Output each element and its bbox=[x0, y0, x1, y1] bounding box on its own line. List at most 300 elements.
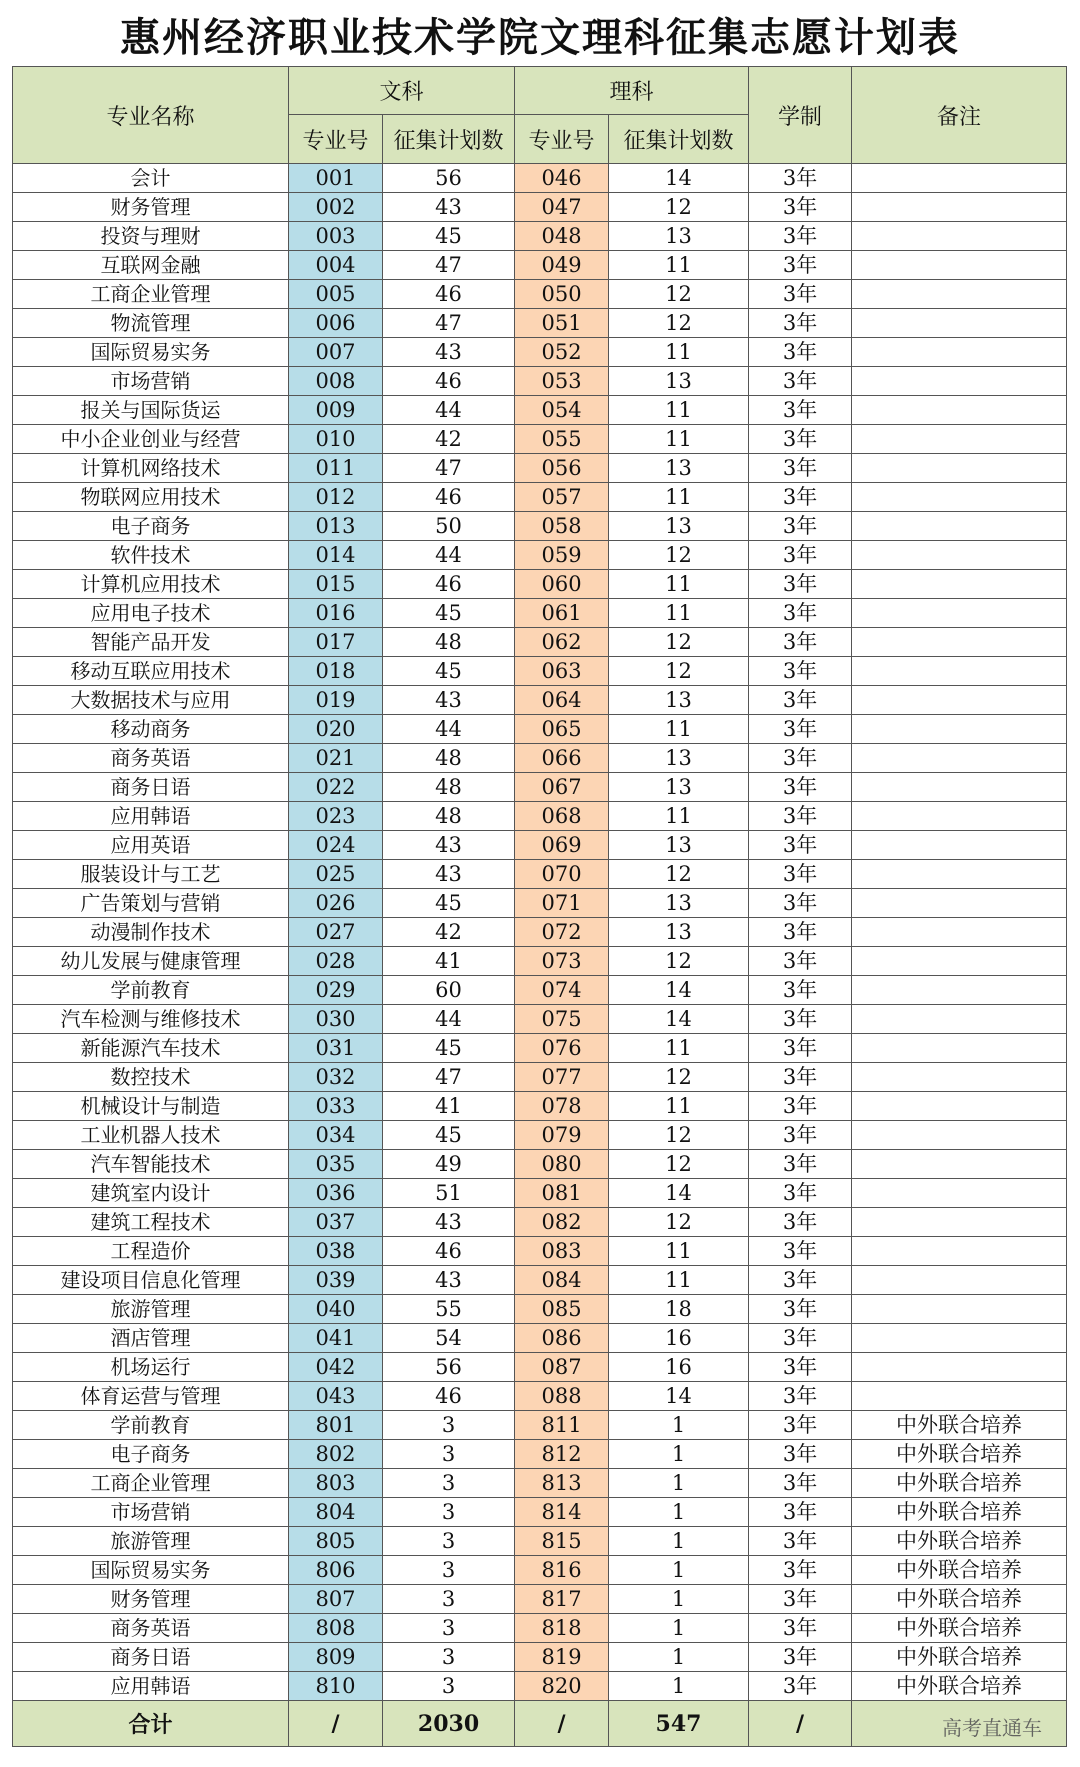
table-row bbox=[13, 802, 1067, 831]
cell-duration: 3年 bbox=[749, 222, 852, 251]
cell-major-name: 数控技术 bbox=[13, 1063, 289, 1092]
cell-science-plan: 16 bbox=[609, 1353, 749, 1382]
cell-remark bbox=[852, 628, 1067, 657]
cell-science-plan: 1 bbox=[609, 1585, 749, 1614]
cell-major-name: 建筑工程技术 bbox=[13, 1208, 289, 1237]
table-row bbox=[13, 541, 1067, 570]
cell-remark bbox=[852, 1295, 1067, 1324]
cell-arts-code: 020 bbox=[289, 715, 383, 744]
cell-science-plan: 11 bbox=[609, 1266, 749, 1295]
cell-science-plan: 13 bbox=[609, 889, 749, 918]
cell-science-code: 081 bbox=[515, 1179, 609, 1208]
cell-major-name: 会计 bbox=[13, 164, 289, 193]
cell-science-code: 074 bbox=[515, 976, 609, 1005]
cell-science-code: 066 bbox=[515, 744, 609, 773]
table-row bbox=[13, 1034, 1067, 1063]
cell-major-name: 旅游管理 bbox=[13, 1295, 289, 1324]
cell-remark bbox=[852, 831, 1067, 860]
cell-remark bbox=[852, 744, 1067, 773]
cell-science-plan: 12 bbox=[609, 1208, 749, 1237]
cell-arts-plan: 55 bbox=[383, 1295, 515, 1324]
table-row bbox=[13, 1498, 1067, 1527]
cell-major-name: 智能产品开发 bbox=[13, 628, 289, 657]
cell-duration: 3年 bbox=[749, 396, 852, 425]
cell-major-name: 旅游管理 bbox=[13, 1527, 289, 1556]
total-label: 合计 bbox=[13, 1701, 289, 1747]
cell-science-code: 059 bbox=[515, 541, 609, 570]
cell-arts-plan: 3 bbox=[383, 1469, 515, 1498]
cell-science-plan: 13 bbox=[609, 773, 749, 802]
cell-arts-plan: 46 bbox=[383, 280, 515, 309]
cell-arts-code: 805 bbox=[289, 1527, 383, 1556]
table-row bbox=[13, 1382, 1067, 1411]
cell-arts-code: 004 bbox=[289, 251, 383, 280]
cell-science-code: 048 bbox=[515, 222, 609, 251]
header-duration: 学制 bbox=[749, 67, 852, 164]
cell-major-name: 国际贸易实务 bbox=[13, 1556, 289, 1585]
cell-arts-plan: 3 bbox=[383, 1585, 515, 1614]
cell-arts-code: 033 bbox=[289, 1092, 383, 1121]
cell-science-plan: 12 bbox=[609, 628, 749, 657]
cell-science-code: 058 bbox=[515, 512, 609, 541]
table-row bbox=[13, 1672, 1067, 1701]
cell-science-code: 067 bbox=[515, 773, 609, 802]
cell-duration: 3年 bbox=[749, 1382, 852, 1411]
cell-science-code: 050 bbox=[515, 280, 609, 309]
cell-arts-plan: 48 bbox=[383, 802, 515, 831]
cell-remark bbox=[852, 1324, 1067, 1353]
cell-science-code: 085 bbox=[515, 1295, 609, 1324]
total-science-plan: 547 bbox=[609, 1701, 749, 1747]
cell-remark bbox=[852, 164, 1067, 193]
cell-arts-plan: 3 bbox=[383, 1643, 515, 1672]
total-duration: / bbox=[749, 1701, 852, 1747]
cell-major-name: 市场营销 bbox=[13, 1498, 289, 1527]
cell-science-plan: 12 bbox=[609, 657, 749, 686]
table-row bbox=[13, 1092, 1067, 1121]
cell-arts-plan: 42 bbox=[383, 918, 515, 947]
table-row bbox=[13, 657, 1067, 686]
cell-duration: 3年 bbox=[749, 1005, 852, 1034]
cell-remark: 中外联合培养 bbox=[852, 1440, 1067, 1469]
cell-arts-plan: 46 bbox=[383, 1382, 515, 1411]
cell-major-name: 商务英语 bbox=[13, 744, 289, 773]
cell-arts-plan: 51 bbox=[383, 1179, 515, 1208]
cell-remark bbox=[852, 483, 1067, 512]
table-row bbox=[13, 367, 1067, 396]
table-row bbox=[13, 831, 1067, 860]
cell-remark bbox=[852, 686, 1067, 715]
cell-science-code: 057 bbox=[515, 483, 609, 512]
cell-duration: 3年 bbox=[749, 1469, 852, 1498]
cell-science-code: 088 bbox=[515, 1382, 609, 1411]
cell-arts-plan: 54 bbox=[383, 1324, 515, 1353]
header-arts-plan: 征集计划数 bbox=[383, 115, 515, 164]
cell-arts-code: 025 bbox=[289, 860, 383, 889]
cell-arts-plan: 43 bbox=[383, 860, 515, 889]
cell-duration: 3年 bbox=[749, 976, 852, 1005]
cell-arts-plan: 56 bbox=[383, 1353, 515, 1382]
cell-major-name: 汽车智能技术 bbox=[13, 1150, 289, 1179]
table-row bbox=[13, 222, 1067, 251]
cell-arts-plan: 3 bbox=[383, 1527, 515, 1556]
cell-science-code: 819 bbox=[515, 1643, 609, 1672]
cell-arts-code: 031 bbox=[289, 1034, 383, 1063]
cell-major-name: 物流管理 bbox=[13, 309, 289, 338]
cell-science-code: 815 bbox=[515, 1527, 609, 1556]
cell-remark bbox=[852, 1092, 1067, 1121]
cell-arts-code: 803 bbox=[289, 1469, 383, 1498]
cell-science-code: 087 bbox=[515, 1353, 609, 1382]
table-header bbox=[13, 67, 1067, 164]
cell-science-code: 084 bbox=[515, 1266, 609, 1295]
cell-science-code: 047 bbox=[515, 193, 609, 222]
cell-science-plan: 13 bbox=[609, 744, 749, 773]
cell-science-plan: 12 bbox=[609, 860, 749, 889]
cell-arts-plan: 3 bbox=[383, 1556, 515, 1585]
cell-major-name: 学前教育 bbox=[13, 976, 289, 1005]
cell-arts-code: 002 bbox=[289, 193, 383, 222]
cell-science-code: 079 bbox=[515, 1121, 609, 1150]
cell-arts-code: 009 bbox=[289, 396, 383, 425]
cell-science-code: 814 bbox=[515, 1498, 609, 1527]
cell-major-name: 报关与国际货运 bbox=[13, 396, 289, 425]
table-row bbox=[13, 773, 1067, 802]
cell-remark bbox=[852, 454, 1067, 483]
cell-arts-code: 042 bbox=[289, 1353, 383, 1382]
cell-remark bbox=[852, 222, 1067, 251]
header-arts-code: 专业号 bbox=[289, 115, 383, 164]
table-row bbox=[13, 1063, 1067, 1092]
cell-arts-plan: 41 bbox=[383, 1092, 515, 1121]
cell-science-plan: 14 bbox=[609, 164, 749, 193]
table-row bbox=[13, 1324, 1067, 1353]
cell-science-plan: 13 bbox=[609, 454, 749, 483]
cell-arts-plan: 3 bbox=[383, 1672, 515, 1701]
table-row bbox=[13, 889, 1067, 918]
cell-major-name: 机械设计与制造 bbox=[13, 1092, 289, 1121]
cell-major-name: 投资与理财 bbox=[13, 222, 289, 251]
cell-arts-code: 016 bbox=[289, 599, 383, 628]
cell-arts-code: 028 bbox=[289, 947, 383, 976]
cell-science-plan: 11 bbox=[609, 396, 749, 425]
cell-remark: 中外联合培养 bbox=[852, 1672, 1067, 1701]
table-row bbox=[13, 512, 1067, 541]
cell-science-code: 063 bbox=[515, 657, 609, 686]
cell-remark bbox=[852, 1208, 1067, 1237]
cell-duration: 3年 bbox=[749, 686, 852, 715]
cell-remark bbox=[852, 947, 1067, 976]
table-row bbox=[13, 1353, 1067, 1382]
cell-science-plan: 12 bbox=[609, 1063, 749, 1092]
cell-arts-code: 801 bbox=[289, 1411, 383, 1440]
header-science-code: 专业号 bbox=[515, 115, 609, 164]
table-row bbox=[13, 976, 1067, 1005]
cell-remark bbox=[852, 280, 1067, 309]
cell-duration: 3年 bbox=[749, 164, 852, 193]
cell-arts-code: 034 bbox=[289, 1121, 383, 1150]
cell-arts-plan: 43 bbox=[383, 1266, 515, 1295]
cell-major-name: 工业机器人技术 bbox=[13, 1121, 289, 1150]
cell-remark bbox=[852, 309, 1067, 338]
cell-science-plan: 11 bbox=[609, 802, 749, 831]
cell-science-plan: 12 bbox=[609, 947, 749, 976]
cell-remark bbox=[852, 512, 1067, 541]
table-row bbox=[13, 454, 1067, 483]
cell-duration: 3年 bbox=[749, 1672, 852, 1701]
cell-science-plan: 1 bbox=[609, 1643, 749, 1672]
cell-remark bbox=[852, 1005, 1067, 1034]
cell-remark bbox=[852, 1382, 1067, 1411]
cell-science-plan: 11 bbox=[609, 1034, 749, 1063]
cell-duration: 3年 bbox=[749, 1063, 852, 1092]
cell-major-name: 体育运营与管理 bbox=[13, 1382, 289, 1411]
cell-arts-plan: 3 bbox=[383, 1614, 515, 1643]
cell-remark bbox=[852, 338, 1067, 367]
cell-remark bbox=[852, 773, 1067, 802]
cell-remark bbox=[852, 599, 1067, 628]
cell-science-plan: 14 bbox=[609, 1005, 749, 1034]
cell-major-name: 建设项目信息化管理 bbox=[13, 1266, 289, 1295]
cell-major-name: 酒店管理 bbox=[13, 1324, 289, 1353]
cell-science-plan: 12 bbox=[609, 280, 749, 309]
table-row bbox=[13, 744, 1067, 773]
cell-science-plan: 13 bbox=[609, 918, 749, 947]
cell-arts-code: 037 bbox=[289, 1208, 383, 1237]
cell-remark: 中外联合培养 bbox=[852, 1469, 1067, 1498]
table-row bbox=[13, 1411, 1067, 1440]
cell-major-name: 应用电子技术 bbox=[13, 599, 289, 628]
cell-remark: 中外联合培养 bbox=[852, 1585, 1067, 1614]
cell-duration: 3年 bbox=[749, 309, 852, 338]
table-row bbox=[13, 1527, 1067, 1556]
table-row bbox=[13, 715, 1067, 744]
cell-science-code: 813 bbox=[515, 1469, 609, 1498]
cell-science-plan: 13 bbox=[609, 686, 749, 715]
cell-duration: 3年 bbox=[749, 773, 852, 802]
cell-science-code: 046 bbox=[515, 164, 609, 193]
cell-remark bbox=[852, 570, 1067, 599]
cell-major-name: 财务管理 bbox=[13, 193, 289, 222]
cell-science-code: 049 bbox=[515, 251, 609, 280]
cell-duration: 3年 bbox=[749, 1324, 852, 1353]
cell-remark bbox=[852, 918, 1067, 947]
cell-duration: 3年 bbox=[749, 744, 852, 773]
cell-arts-plan: 43 bbox=[383, 831, 515, 860]
cell-duration: 3年 bbox=[749, 657, 852, 686]
cell-science-plan: 13 bbox=[609, 367, 749, 396]
cell-science-plan: 1 bbox=[609, 1527, 749, 1556]
cell-duration: 3年 bbox=[749, 251, 852, 280]
cell-arts-plan: 46 bbox=[383, 367, 515, 396]
cell-major-name: 移动互联应用技术 bbox=[13, 657, 289, 686]
cell-duration: 3年 bbox=[749, 280, 852, 309]
table-row bbox=[13, 599, 1067, 628]
cell-remark: 中外联合培养 bbox=[852, 1643, 1067, 1672]
cell-arts-code: 015 bbox=[289, 570, 383, 599]
cell-arts-plan: 60 bbox=[383, 976, 515, 1005]
cell-duration: 3年 bbox=[749, 512, 852, 541]
cell-science-plan: 11 bbox=[609, 599, 749, 628]
cell-arts-code: 011 bbox=[289, 454, 383, 483]
cell-science-code: 811 bbox=[515, 1411, 609, 1440]
cell-arts-plan: 47 bbox=[383, 454, 515, 483]
table-row bbox=[13, 1440, 1067, 1469]
cell-duration: 3年 bbox=[749, 947, 852, 976]
cell-duration: 3年 bbox=[749, 454, 852, 483]
cell-major-name: 互联网金融 bbox=[13, 251, 289, 280]
cell-duration: 3年 bbox=[749, 628, 852, 657]
table-row bbox=[13, 425, 1067, 454]
cell-science-plan: 1 bbox=[609, 1672, 749, 1701]
enrollment-plan-table bbox=[12, 66, 1067, 1747]
cell-science-code: 055 bbox=[515, 425, 609, 454]
cell-science-plan: 1 bbox=[609, 1440, 749, 1469]
cell-major-name: 服装设计与工艺 bbox=[13, 860, 289, 889]
cell-arts-plan: 45 bbox=[383, 1034, 515, 1063]
cell-major-name: 大数据技术与应用 bbox=[13, 686, 289, 715]
table-row bbox=[13, 1614, 1067, 1643]
cell-arts-code: 808 bbox=[289, 1614, 383, 1643]
cell-science-plan: 11 bbox=[609, 715, 749, 744]
header-remark: 备注 bbox=[852, 67, 1067, 164]
cell-remark bbox=[852, 1266, 1067, 1295]
header-major-name: 专业名称 bbox=[13, 67, 289, 164]
cell-remark bbox=[852, 396, 1067, 425]
cell-arts-plan: 47 bbox=[383, 1063, 515, 1092]
cell-duration: 3年 bbox=[749, 599, 852, 628]
cell-major-name: 工程造价 bbox=[13, 1237, 289, 1266]
cell-arts-plan: 56 bbox=[383, 164, 515, 193]
cell-science-plan: 13 bbox=[609, 831, 749, 860]
cell-science-code: 070 bbox=[515, 860, 609, 889]
cell-major-name: 市场营销 bbox=[13, 367, 289, 396]
cell-remark bbox=[852, 976, 1067, 1005]
cell-major-name: 商务日语 bbox=[13, 773, 289, 802]
cell-remark bbox=[852, 1063, 1067, 1092]
cell-arts-plan: 50 bbox=[383, 512, 515, 541]
cell-duration: 3年 bbox=[749, 1440, 852, 1469]
cell-duration: 3年 bbox=[749, 918, 852, 947]
cell-arts-code: 005 bbox=[289, 280, 383, 309]
cell-remark bbox=[852, 1150, 1067, 1179]
cell-major-name: 应用韩语 bbox=[13, 1672, 289, 1701]
cell-major-name: 广告策划与营销 bbox=[13, 889, 289, 918]
cell-remark bbox=[852, 1034, 1067, 1063]
cell-science-plan: 11 bbox=[609, 251, 749, 280]
cell-remark bbox=[852, 367, 1067, 396]
cell-major-name: 动漫制作技术 bbox=[13, 918, 289, 947]
cell-science-plan: 11 bbox=[609, 338, 749, 367]
cell-arts-plan: 44 bbox=[383, 1005, 515, 1034]
cell-arts-code: 032 bbox=[289, 1063, 383, 1092]
table-row bbox=[13, 1295, 1067, 1324]
cell-major-name: 工商企业管理 bbox=[13, 280, 289, 309]
cell-arts-plan: 47 bbox=[383, 309, 515, 338]
cell-science-code: 065 bbox=[515, 715, 609, 744]
cell-duration: 3年 bbox=[749, 860, 852, 889]
table-body bbox=[13, 164, 1067, 1701]
cell-major-name: 软件技术 bbox=[13, 541, 289, 570]
cell-arts-code: 802 bbox=[289, 1440, 383, 1469]
cell-science-code: 818 bbox=[515, 1614, 609, 1643]
cell-arts-code: 012 bbox=[289, 483, 383, 512]
cell-arts-code: 008 bbox=[289, 367, 383, 396]
cell-arts-plan: 43 bbox=[383, 193, 515, 222]
table-row bbox=[13, 1208, 1067, 1237]
cell-major-name: 商务日语 bbox=[13, 1643, 289, 1672]
cell-duration: 3年 bbox=[749, 715, 852, 744]
cell-arts-code: 039 bbox=[289, 1266, 383, 1295]
cell-major-name: 工商企业管理 bbox=[13, 1469, 289, 1498]
cell-science-code: 069 bbox=[515, 831, 609, 860]
cell-remark: 中外联合培养 bbox=[852, 1411, 1067, 1440]
cell-major-name: 财务管理 bbox=[13, 1585, 289, 1614]
cell-arts-code: 809 bbox=[289, 1643, 383, 1672]
cell-science-code: 078 bbox=[515, 1092, 609, 1121]
cell-duration: 3年 bbox=[749, 1353, 852, 1382]
cell-science-code: 073 bbox=[515, 947, 609, 976]
cell-arts-code: 007 bbox=[289, 338, 383, 367]
cell-duration: 3年 bbox=[749, 1237, 852, 1266]
cell-arts-plan: 46 bbox=[383, 1237, 515, 1266]
cell-arts-code: 019 bbox=[289, 686, 383, 715]
cell-remark bbox=[852, 860, 1067, 889]
cell-arts-plan: 3 bbox=[383, 1411, 515, 1440]
cell-duration: 3年 bbox=[749, 1643, 852, 1672]
cell-arts-plan: 47 bbox=[383, 251, 515, 280]
cell-science-code: 076 bbox=[515, 1034, 609, 1063]
table-row bbox=[13, 1150, 1067, 1179]
cell-science-plan: 11 bbox=[609, 1237, 749, 1266]
cell-science-plan: 14 bbox=[609, 1382, 749, 1411]
cell-arts-plan: 41 bbox=[383, 947, 515, 976]
cell-science-code: 816 bbox=[515, 1556, 609, 1585]
cell-science-code: 820 bbox=[515, 1672, 609, 1701]
cell-arts-plan: 45 bbox=[383, 222, 515, 251]
cell-duration: 3年 bbox=[749, 541, 852, 570]
cell-science-plan: 12 bbox=[609, 309, 749, 338]
cell-science-code: 083 bbox=[515, 1237, 609, 1266]
table-row bbox=[13, 628, 1067, 657]
table-row bbox=[13, 164, 1067, 193]
cell-science-code: 062 bbox=[515, 628, 609, 657]
cell-arts-code: 810 bbox=[289, 1672, 383, 1701]
cell-duration: 3年 bbox=[749, 1527, 852, 1556]
cell-duration: 3年 bbox=[749, 1266, 852, 1295]
cell-science-code: 077 bbox=[515, 1063, 609, 1092]
cell-arts-plan: 3 bbox=[383, 1440, 515, 1469]
cell-duration: 3年 bbox=[749, 1208, 852, 1237]
cell-major-name: 物联网应用技术 bbox=[13, 483, 289, 512]
cell-arts-plan: 3 bbox=[383, 1498, 515, 1527]
cell-remark bbox=[852, 1179, 1067, 1208]
cell-arts-code: 017 bbox=[289, 628, 383, 657]
cell-science-code: 054 bbox=[515, 396, 609, 425]
table-row bbox=[13, 947, 1067, 976]
table-row bbox=[13, 483, 1067, 512]
cell-major-name: 应用韩语 bbox=[13, 802, 289, 831]
table-row bbox=[13, 1643, 1067, 1672]
cell-science-code: 080 bbox=[515, 1150, 609, 1179]
cell-science-code: 053 bbox=[515, 367, 609, 396]
cell-duration: 3年 bbox=[749, 1614, 852, 1643]
cell-arts-plan: 49 bbox=[383, 1150, 515, 1179]
cell-science-code: 068 bbox=[515, 802, 609, 831]
table-row bbox=[13, 860, 1067, 889]
cell-arts-code: 043 bbox=[289, 1382, 383, 1411]
cell-arts-plan: 42 bbox=[383, 425, 515, 454]
